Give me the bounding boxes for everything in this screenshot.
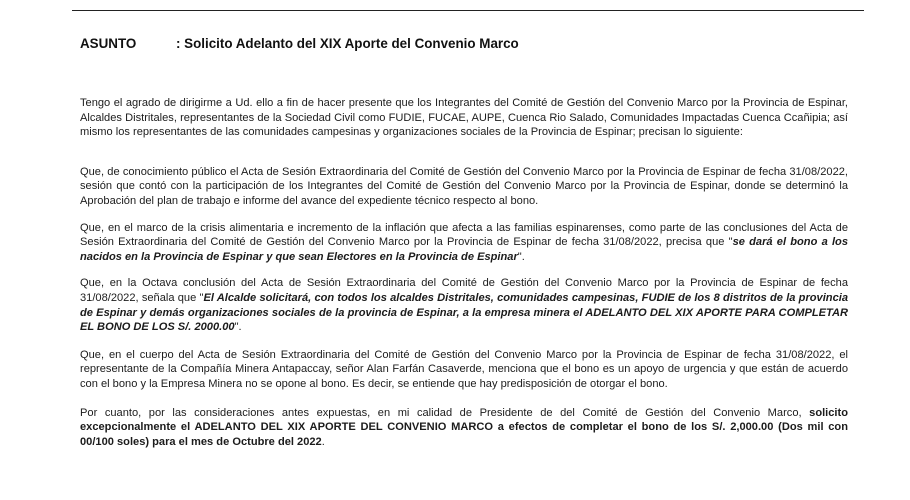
subject-label: ASUNTO	[80, 36, 137, 51]
paragraph-octava-end: ".	[234, 321, 242, 334]
paragraph-request-text: Por cuanto, por las consideraciones antes expuestas, en mi calidad de Presidente de del Comité de Gestión del Convenio Marco,	[80, 406, 810, 419]
paragraph-antapaccay: Que, en el cuerpo del Acta de Sesión Extraordinaria del Comité de Gestión del Convenio Marco por la Provincia de Espinar de fecha 31/08/2022, el representante de la Compañía Minera Antapaccay, señor Alan Farfán Casaverde, menciona que el bono es un apoyo de urgencia y que están de acuerdo con el bono y la Empresa Minera no se opone al bono. Es decir, se entiende que hay predisposición de otorgar el bono.	[80, 348, 848, 390]
subject-text: : Solicito Adelanto del XIX Aporte del Convenio Marco	[176, 36, 519, 51]
paragraph-intro: Tengo el agrado de dirigirme a Ud. ello a fin de hacer presente que los Integrantes del Comité de Gestión del Convenio Marco por la Provincia de Espinar, Alcaldes Distritales, representantes de la Sociedad Civil como FUDIE, FUCAE, AUPE, Cuenca Rio Salado, Comunidades Impactadas Cuenca Ccañipia; así mismo los representantes de las comunidades campesinas y organizaciones sociales de la Provincia de Espinar; precisan lo siguiente:	[80, 97, 848, 139]
paragraph-request	[80, 406, 848, 450]
paragraph-octava-text: Que, en la Octava conclusión del Acta de Sesión Extraordinaria del Comité de Gestión del Convenio Marco por la Provincia de Espinar de fecha 31/08/2022, señala que "	[80, 277, 848, 304]
paragraph-request-bold: solicito excepcionalmente el ADELANTO DEL XIX APORTE DEL CONVENIO MARCO a efectos de completar el bono de los S/. 2,000.00 (Dos mil con 00/100 soles) para el mes de Octubre del 2022	[80, 406, 848, 448]
subject-line	[80, 36, 519, 51]
paragraph-crisis-text: Que, en el marco de la crisis alimentaria e incremento de la inflación que afecta a las familias espinarenses, como parte de las conclusiones del Acta de Sesión Extraordinaria del Comité de Gestión del Convenio Marco por la Provincia de Espinar de fecha 31/08/2022, precisa que "	[80, 221, 848, 249]
paragraph-octava-quote: El Alcalde solicitará, con todos los alcaldes Distritales, comunidades campesinas, FUDIE de los 8 distritos de la provincia de Espinar y demás organizaciones sociales de la provincia de Espinar, a la empresa minera el ADELANTO DEL XIX APORTE PARA COMPLETAR EL BONO DE LOS S/. 2000.00	[80, 291, 848, 334]
letter-body	[80, 96, 848, 463]
top-divider	[72, 10, 864, 11]
paragraph-acta-session: Que, de conocimiento público el Acta de Sesión Extraordinaria del Comité de Gestión del Convenio Marco por la Provincia de Espinar de fecha 31/08/2022, sesión que contó con la participación de los Integrantes del Comité de Gestión del Convenio Marco por la Provincia de Espinar, donde se determinó la Aprobación del plan de trabajo e informe del avance del expediente técnico respecto al bono.	[80, 165, 848, 207]
paragraph-crisis-quote: se dará el bono a los nacidos en la Provincia de Espinar y que sean Electores en la Provincia de Espinar	[80, 236, 848, 263]
paragraph-octava	[80, 276, 848, 334]
paragraph-request-end: .	[321, 435, 325, 448]
paragraph-crisis	[80, 221, 848, 265]
paragraph-crisis-end: ".	[517, 250, 525, 263]
